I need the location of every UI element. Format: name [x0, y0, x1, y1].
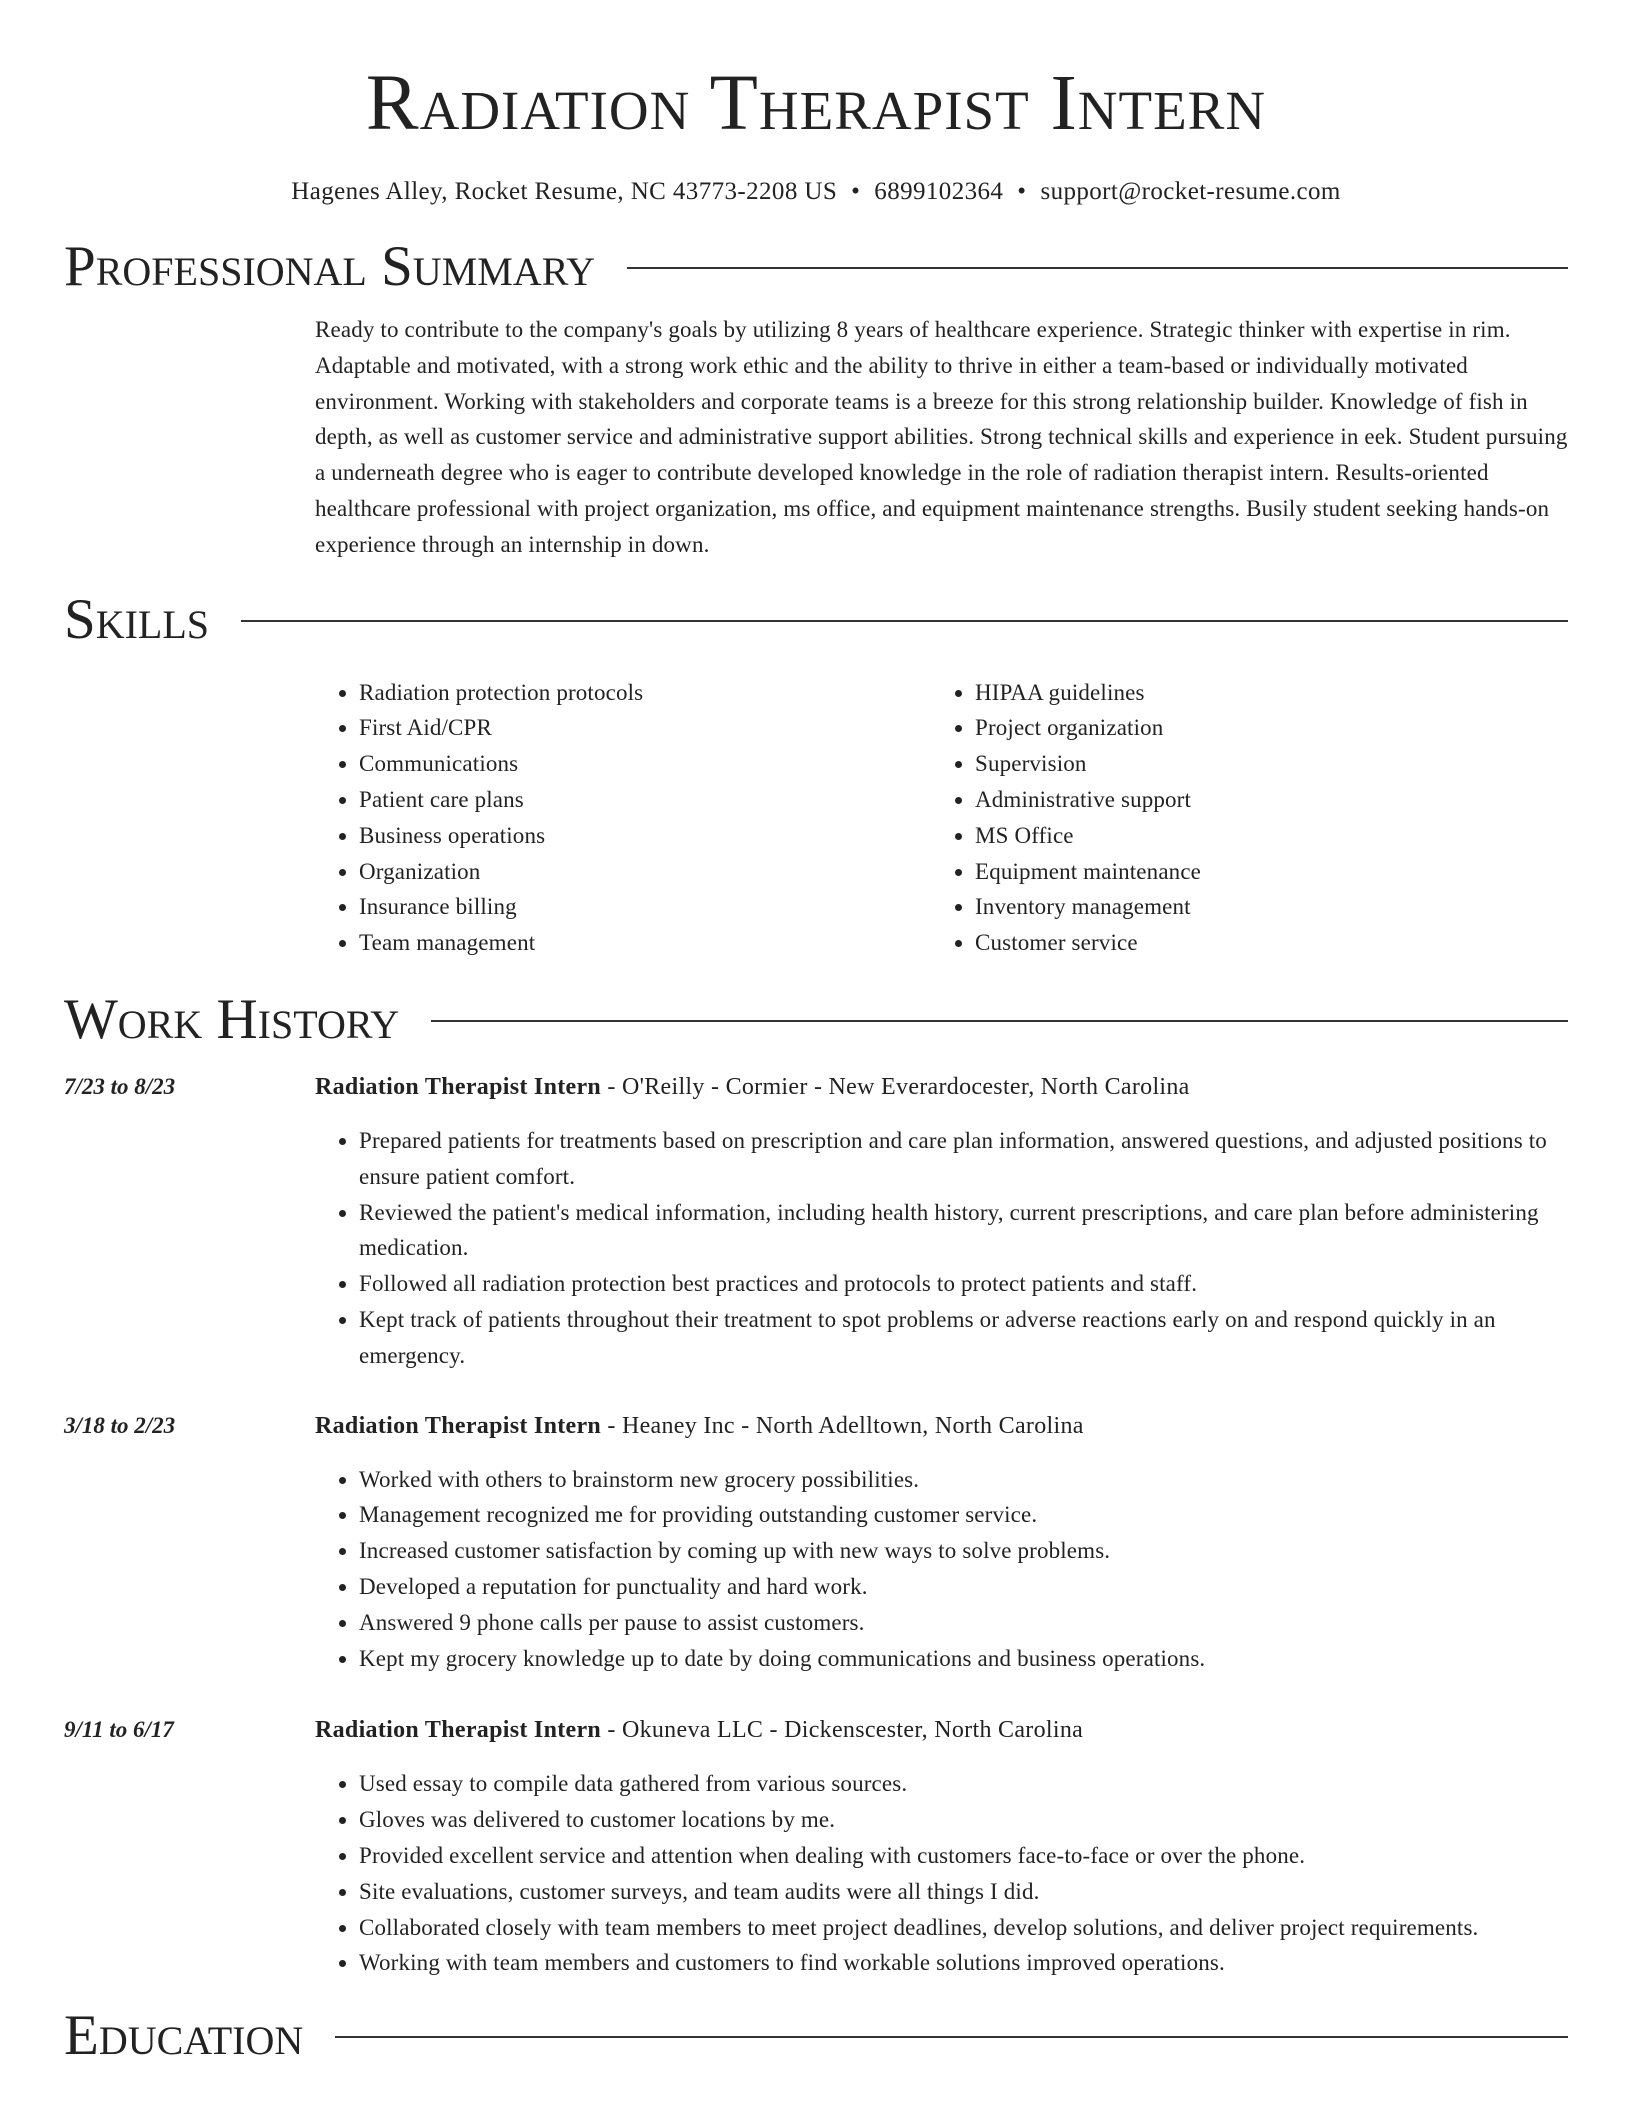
skill-item: • Patient care plans — [359, 782, 931, 818]
job-employer-location: - Okuneva LLC - Dickenscester, North Carolina — [601, 1717, 1084, 1744]
section-title: Work History — [64, 987, 400, 1051]
skill-item: • Inventory management — [975, 889, 1568, 925]
skill-item: • Business operations — [359, 818, 931, 854]
section-heading — [64, 2003, 1568, 2069]
skill-item: • Communications — [359, 746, 931, 782]
summary-text: Ready to contribute to the company's goals by utilizing 8 years of healthcare experience. Strategic thinker with expertise in rim. Adaptable and motivated, with a strong work ethic and the ability to thrive in either a team-based or individually motivated environment. Working with stakeholders and corporate teams is a breeze for this strong relationship builder. Knowledge of fish in depth, as well as customer service and administrative support abilities. Strong technical skills and experience in eek. Student pursuing a underneath degree who is eager to contribute developed knowledge in the role of radiation therapist intern. Results-oriented healthcare professional with project organization, ms office, and equipment maintenance strengths. Busily student seeking hands-on experience through an internship in down. — [315, 317, 1568, 557]
job-bullets — [315, 1766, 1568, 1981]
summary-body — [315, 312, 1568, 563]
job-bullet: • Used essay to compile data gathered from various sources. — [359, 1766, 1568, 1802]
skill-item: • Radiation protection protocols — [359, 675, 931, 711]
job-heading — [315, 1069, 1568, 1105]
job-bullet: • Developed a reputation for punctuality and hard work. — [359, 1569, 1568, 1605]
skill-item: • First Aid/CPR — [359, 710, 931, 746]
job-bullet: • Management recognized me for providing outstanding customer service. — [359, 1497, 1568, 1533]
job-bullets — [315, 1462, 1568, 1677]
job-entry — [64, 1408, 1568, 1677]
skill-item: • Customer service — [975, 925, 1568, 961]
skills-section — [64, 587, 1568, 961]
section-divider — [627, 267, 1568, 269]
skill-item: • HIPAA guidelines — [975, 675, 1568, 711]
skills-list-right — [931, 675, 1568, 961]
job-dates: 7/23 to 8/23 — [64, 1073, 176, 1099]
section-heading — [64, 987, 1568, 1053]
job-title: Radiation Therapist Intern — [315, 1717, 602, 1744]
contact-separator: • — [1017, 178, 1027, 205]
section-title: Professional Summary — [64, 235, 596, 298]
job-employer-location: - O'Reilly - Cormier - New Everardocester, North Carolina — [601, 1073, 1190, 1100]
section-heading — [64, 234, 1568, 300]
job-bullet: • Site evaluations, customer surveys, and team audits were all things I did. — [359, 1874, 1568, 1910]
section-divider — [431, 1020, 1568, 1022]
job-content — [315, 1408, 1568, 1677]
job-dates: 9/11 to 6/17 — [64, 1717, 174, 1743]
job-entry — [64, 1712, 1568, 1981]
job-bullet: • Kept track of patients throughout their treatment to spot problems or adverse reactions early on and respond quickly in an emergency. — [359, 1302, 1568, 1374]
job-bullet: • Collaborated closely with team members to meet project deadlines, develop solutions, and deliver project requirements. — [359, 1910, 1568, 1946]
job-bullet: • Kept my grocery knowledge up to date by doing communications and business operations. — [359, 1641, 1568, 1677]
job-heading — [315, 1712, 1568, 1748]
job-title: Radiation Therapist Intern — [315, 1412, 602, 1439]
contact-separator: • — [851, 178, 861, 205]
professional-summary-section — [64, 234, 1568, 563]
skills-list-left — [315, 675, 931, 961]
job-bullets — [315, 1123, 1568, 1374]
section-heading — [64, 587, 1568, 653]
job-entry — [64, 1069, 1568, 1374]
contact-address: Hagenes Alley, Rocket Resume, NC 43773-2208 US — [291, 178, 838, 205]
candidate-name: Radiation Therapist Intern — [365, 60, 1267, 147]
skill-item: • Equipment maintenance — [975, 854, 1568, 890]
job-bullet: • Answered 9 phone calls per pause to assist customers. — [359, 1605, 1568, 1641]
job-content — [315, 1069, 1568, 1374]
job-bullet: • Followed all radiation protection best practices and protocols to protect patients and staff. — [359, 1266, 1568, 1302]
job-employer-location: - Heaney Inc - North Adelltown, North Carolina — [601, 1412, 1084, 1439]
job-title: Radiation Therapist Intern — [315, 1073, 602, 1100]
contact-email: support@rocket-resume.com — [1040, 178, 1341, 205]
section-divider — [241, 620, 1568, 622]
skill-item: • Insurance billing — [359, 889, 931, 925]
job-bullet: • Gloves was delivered to customer locations by me. — [359, 1802, 1568, 1838]
work-history-section — [64, 987, 1568, 1981]
job-dates: 3/18 to 2/23 — [64, 1412, 176, 1438]
education-section — [64, 2003, 1568, 2069]
job-bullet: • Increased customer satisfaction by coming up with new ways to solve problems. — [359, 1533, 1568, 1569]
job-bullet: • Prepared patients for treatments based on prescription and care plan information, answered questions, and adjusted positions to ensure patient comfort. — [359, 1123, 1568, 1195]
skill-item: • Supervision — [975, 746, 1568, 782]
skill-item: • MS Office — [975, 818, 1568, 854]
contact-line — [64, 176, 1568, 208]
skills-body — [315, 675, 1568, 961]
skill-item: • Administrative support — [975, 782, 1568, 818]
section-title: Education — [64, 2004, 304, 2068]
job-bullet: • Working with team members and customers to find workable solutions improved operations. — [359, 1945, 1568, 1981]
job-heading — [315, 1408, 1568, 1444]
job-content — [315, 1712, 1568, 1981]
section-title: Skills — [64, 587, 210, 651]
skill-item: • Team management — [359, 925, 931, 961]
job-bullet: • Worked with others to brainstorm new grocery possibilities. — [359, 1462, 1568, 1498]
job-bullet: • Provided excellent service and attention when dealing with customers face-to-face or over the phone. — [359, 1838, 1568, 1874]
section-divider — [335, 2036, 1568, 2038]
resume-header — [64, 0, 1568, 208]
skill-item: • Organization — [359, 854, 931, 890]
contact-phone: 6899102364 — [874, 178, 1004, 205]
skill-item: • Project organization — [975, 710, 1568, 746]
job-bullet: • Reviewed the patient's medical information, including health history, current prescriptions, and care plan before administering medication. — [359, 1195, 1568, 1267]
